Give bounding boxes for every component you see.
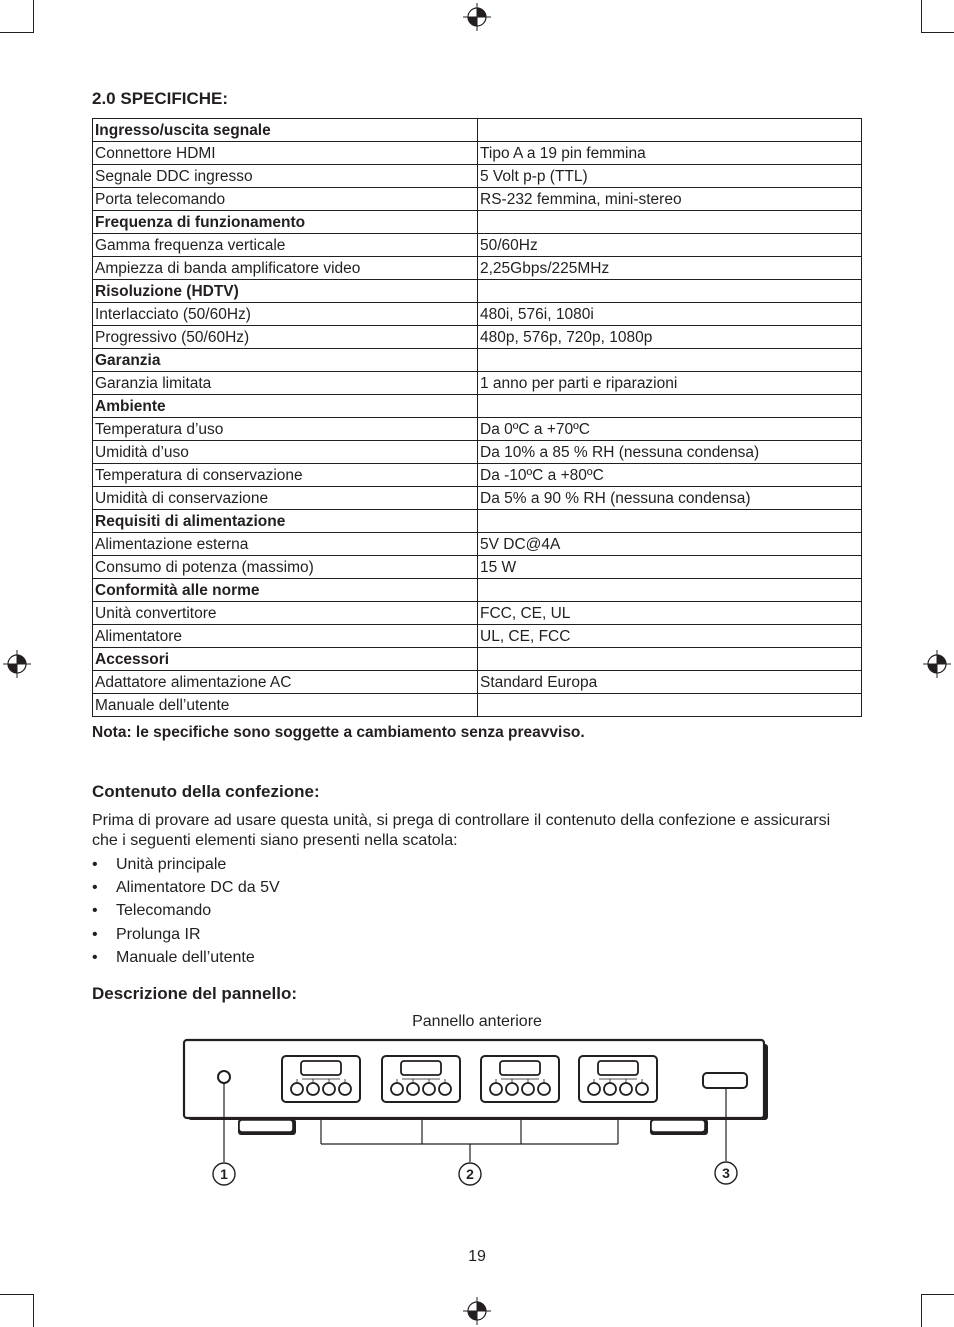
crop-mark bbox=[921, 32, 954, 33]
table-section-header bbox=[93, 648, 862, 671]
spec-label: Segnale DDC ingresso bbox=[93, 165, 478, 188]
table-row bbox=[93, 671, 862, 694]
spec-value: FCC, CE, UL bbox=[478, 602, 862, 625]
table-row bbox=[93, 303, 862, 326]
crop-mark bbox=[0, 32, 33, 33]
spec-label: Manuale dell’utente bbox=[93, 694, 478, 717]
list-item: • Prolunga IR bbox=[92, 925, 280, 948]
spec-value bbox=[478, 119, 862, 142]
spec-label: Alimentazione esterna bbox=[93, 533, 478, 556]
table-row bbox=[93, 165, 862, 188]
crop-mark bbox=[33, 0, 34, 33]
callout-label: 3 bbox=[722, 1165, 730, 1181]
spec-label: Temperatura di conservazione bbox=[93, 464, 478, 487]
callout-1 bbox=[213, 1163, 235, 1185]
spec-value: RS-232 femmina, mini-stereo bbox=[478, 188, 862, 211]
spec-label: Connettore HDMI bbox=[93, 142, 478, 165]
crop-mark bbox=[0, 1294, 33, 1295]
spec-label: Garanzia bbox=[93, 349, 478, 372]
table-row bbox=[93, 487, 862, 510]
list-item: • Manuale dell’utente bbox=[92, 948, 280, 971]
spec-table bbox=[92, 118, 862, 717]
registration-mark-icon bbox=[923, 650, 951, 678]
table-section-header bbox=[93, 579, 862, 602]
spec-value: 5V DC@4A bbox=[478, 533, 862, 556]
registration-mark-icon bbox=[463, 3, 491, 31]
spec-value: Da 0ºC a +70ºC bbox=[478, 418, 862, 441]
spec-value: Da -10ºC a +80ºC bbox=[478, 464, 862, 487]
spec-label: Requisiti di alimentazione bbox=[93, 510, 478, 533]
table-row bbox=[93, 326, 862, 349]
spec-value: UL, CE, FCC bbox=[478, 625, 862, 648]
spec-value bbox=[478, 648, 862, 671]
device-foot bbox=[650, 1119, 708, 1135]
spec-label: Frequenza di funzionamento bbox=[93, 211, 478, 234]
table-section-header bbox=[93, 280, 862, 303]
spec-value: 1 anno per parti e riparazioni bbox=[478, 372, 862, 395]
table-row bbox=[93, 602, 862, 625]
spec-label: Progressivo (50/60Hz) bbox=[93, 326, 478, 349]
spec-value bbox=[478, 694, 862, 717]
table-row bbox=[93, 556, 862, 579]
crop-mark bbox=[921, 1294, 922, 1327]
table-row bbox=[93, 441, 862, 464]
spec-label: Garanzia limitata bbox=[93, 372, 478, 395]
table-row bbox=[93, 257, 862, 280]
table-section-header bbox=[93, 119, 862, 142]
table-row bbox=[93, 464, 862, 487]
spec-value: Tipo A a 19 pin femmina bbox=[478, 142, 862, 165]
callout-3 bbox=[715, 1162, 737, 1184]
spec-label: Temperatura d’uso bbox=[93, 418, 478, 441]
spec-label: Alimentatore bbox=[93, 625, 478, 648]
panel-title: Descrizione del pannello: bbox=[92, 984, 297, 1003]
spec-label: Ingresso/uscita segnale bbox=[93, 119, 478, 142]
spec-value bbox=[478, 280, 862, 303]
spec-label: Adattatore alimentazione AC bbox=[93, 671, 478, 694]
spec-value: 2,25Gbps/225MHz bbox=[478, 257, 862, 280]
spec-value: Standard Europa bbox=[478, 671, 862, 694]
spec-label: Ampiezza di banda amplificatore video bbox=[93, 257, 478, 280]
registration-mark-icon bbox=[463, 1297, 491, 1325]
callout-label: 1 bbox=[220, 1166, 228, 1182]
package-list bbox=[92, 855, 280, 971]
spec-value: 480i, 576i, 1080i bbox=[478, 303, 862, 326]
spec-label: Umidità di conservazione bbox=[93, 487, 478, 510]
table-row bbox=[93, 188, 862, 211]
spec-label: Consumo di potenza (massimo) bbox=[93, 556, 478, 579]
table-section-header bbox=[93, 510, 862, 533]
spec-value: Da 10% a 85 % RH (nessuna condensa) bbox=[478, 441, 862, 464]
spec-label: Interlacciato (50/60Hz) bbox=[93, 303, 478, 326]
callout-label: 2 bbox=[466, 1166, 474, 1182]
table-section-header bbox=[93, 211, 862, 234]
spec-label: Porta telecomando bbox=[93, 188, 478, 211]
crop-mark bbox=[921, 0, 922, 33]
spec-value bbox=[478, 510, 862, 533]
table-row bbox=[93, 418, 862, 441]
spec-label: Accessori bbox=[93, 648, 478, 671]
spec-title: 2.0 SPECIFICHE: bbox=[92, 89, 229, 108]
table-row bbox=[93, 142, 862, 165]
spec-value bbox=[478, 395, 862, 418]
panel-caption: Pannello anteriore bbox=[412, 1013, 542, 1030]
crop-mark bbox=[921, 1294, 954, 1295]
table-section-header bbox=[93, 349, 862, 372]
spec-label: Ambiente bbox=[93, 395, 478, 418]
registration-mark-icon bbox=[3, 650, 31, 678]
callout-2 bbox=[459, 1163, 481, 1185]
package-title: Contenuto della confezione: bbox=[92, 782, 320, 801]
spec-label: Conformità alle norme bbox=[93, 579, 478, 602]
spec-value: 5 Volt p-p (TTL) bbox=[478, 165, 862, 188]
spec-label: Gamma frequenza verticale bbox=[93, 234, 478, 257]
device-foot bbox=[238, 1119, 296, 1135]
table-section-header bbox=[93, 395, 862, 418]
spec-label: Risoluzione (HDTV) bbox=[93, 280, 478, 303]
list-item: • Alimentatore DC da 5V bbox=[92, 878, 280, 901]
spec-value: Da 5% a 90 % RH (nessuna condensa) bbox=[478, 487, 862, 510]
spec-label: Unità convertitore bbox=[93, 602, 478, 625]
list-item: • Telecomando bbox=[92, 901, 280, 924]
table-row bbox=[93, 694, 862, 717]
front-panel-diagram bbox=[170, 1034, 774, 1194]
spec-value bbox=[478, 211, 862, 234]
list-item: • Unità principale bbox=[92, 855, 280, 878]
spec-value: 480p, 576p, 720p, 1080p bbox=[478, 326, 862, 349]
crop-mark bbox=[33, 1294, 34, 1327]
spec-label: Umidità d’uso bbox=[93, 441, 478, 464]
spec-value bbox=[478, 349, 862, 372]
page-number: 19 bbox=[468, 1248, 486, 1265]
spec-value bbox=[478, 579, 862, 602]
spec-value: 15 W bbox=[478, 556, 862, 579]
table-row bbox=[93, 372, 862, 395]
table-row bbox=[93, 234, 862, 257]
table-row bbox=[93, 625, 862, 648]
spec-note: Nota: le specifiche sono soggette a cambiamento senza preavviso. bbox=[92, 724, 585, 741]
spec-value: 50/60Hz bbox=[478, 234, 862, 257]
table-row bbox=[93, 533, 862, 556]
device-body bbox=[184, 1040, 768, 1120]
package-intro: Prima di provare ad usare questa unità, si prega di controllare il contenuto della confezione e assicurarsi che i seguenti elementi siano presenti nella scatola: bbox=[92, 812, 831, 849]
